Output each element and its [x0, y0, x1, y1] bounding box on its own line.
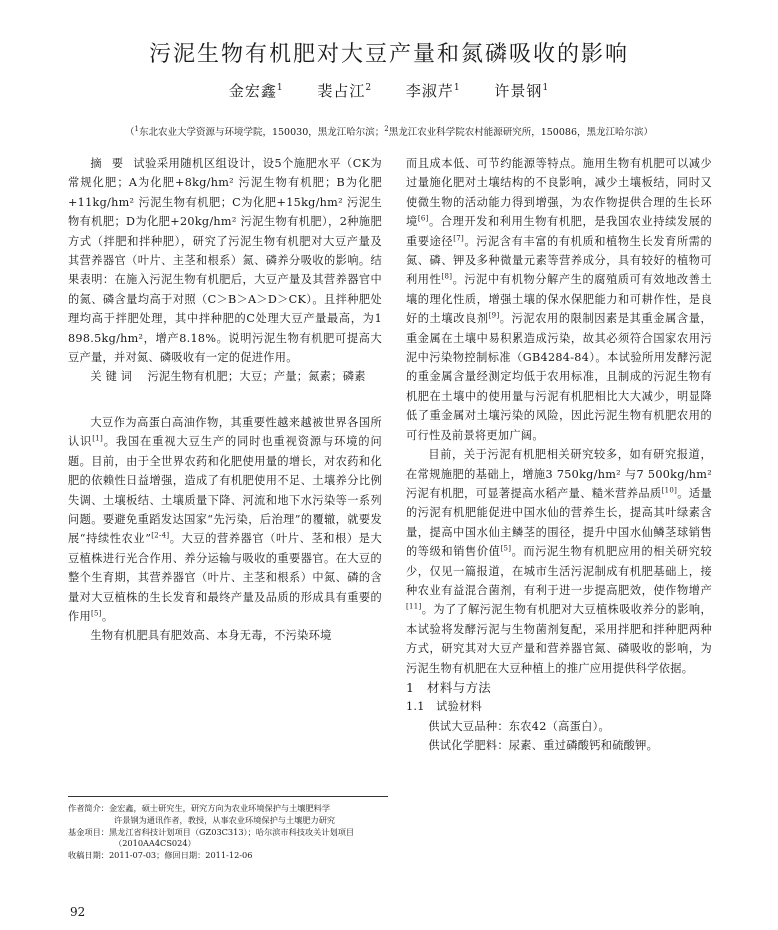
material-line: 供试化学肥料：尿素、重过磷酸钙和硫酸钾。: [428, 739, 659, 753]
author: 金宏鑫$^1$: [228, 82, 284, 100]
intro-paragraph-continued: 而且成本低、可节约能源等特点。施用生物有机肥可以减少过量施化肥对土壤结构的不良影响，减少土壤板结，同时又使微生物的活动能力得到增强，为农作物提供合理的生长环境[6]。合理开发和利用生物有机肥，是我国农业持续发展的重要途径[7]。污泥含有丰富的有机质和植物生长发育所需的氮、磷、钾及多种微量元素等营养成分，具有较好的植物可利用性[8]。污泥中有机物分解产生的腐殖质可有效地改善土壤的理化性质，增强土壤的保水保肥能力和可耕作性，是良好的土壤改良剂[9]。污泥农用的限制因素是其重金属含量，重金属在土壤中易积累造成污染，故其必须符合国家农用污泥中污染物控制标准（GB4284-84）。本试验所用发酵污泥的重金属含量经测定均低于农用标准，且制成的污泥生物有机肥在土壤中的使用量与污泥有机肥相比大大减少，明显降低了重金属对土壤污染的风险，因此污泥生物有机肥农用的可行性及前景将更加广阔。: [406, 157, 712, 442]
page-number: 92: [70, 905, 86, 919]
intro-paragraph: 目前，关于污泥有机肥相关研究较多，如有研究报道，在常规施肥的基础上，增施3 750kg/hm² 与7 500kg/hm² 污泥有机肥，可显著提高水稻产量、糙米营养品质[10]。适量的污泥有机肥能促进中国水仙的营养生长，提高其叶绿素含量，提高中国水仙主鳞茎的围径，提升中国水仙鳞茎球销售的等级和销售价值[5]。而污泥生物有机肥应用的相关研究较少，仅见一篇报道，在城市生活污泥制成有机肥基础上，接种农业有益混合菌剂，有利于进一步提高肥效，使作物增产[11]。为了了解污泥生物有机肥对大豆植株吸收养分的影响，本试验将发酵污泥与生物菌剂复配，采用拌肥和拌种肥两种方式，研究其对大豆产量和营养器官氮、磷吸收的影响，为污泥生物有机肥在大豆种植上的推广应用提供科学依据。: [406, 448, 712, 675]
intro-paragraph: 大豆作为高蛋白高油作物，其重要性越来越被世界各国所认识[1]。我国在重视大豆生产的同时也重视资源与环境的问题。目前，由于全世界农药和化肥使用量的增长，对农药和化肥的依赖性日益增强，造成了有机肥使用不足、土壤养分比例失调、土壤板结、土壤质量下降、河流和地下水污染等一系列问题。要避免重蹈发达国家“先污染，后治理”的覆辙，就要发展“持续性农业”[2-4]。大豆的营养器官（叶片、茎和根）是大豆植株进行光合作用、养分运输与吸收的重要器官。在大豆的整个生育期，其营养器官（叶片、主茎和根系）中氮、磷的含量对大豆植株的生长发育和最终产量及品质的形成具有重要的作用[5]。: [68, 415, 383, 623]
abstract-label: 摘要: [90, 157, 134, 170]
author: 李淑芹$^1$: [405, 82, 461, 100]
left-column: [68, 154, 382, 646]
affiliations: （$^1$东北农业大学资源与环境学院，150030，黑龙江哈尔滨；$^2$黑龙江农业科学院农村能源研究所，150086，黑龙江哈尔滨）: [124, 124, 653, 138]
fund-note: 基金项目：黑龙江省科技计划项目（GZ03C313）；哈尔滨市科技攻关计划项目（2010AA4CS024）: [68, 826, 355, 849]
material-line: 供试大豆品种：东农42（高蛋白）。: [428, 719, 610, 733]
footnotes: [68, 803, 386, 862]
subsection-heading: 1.1 试验材料: [406, 700, 483, 714]
author: 裴占江$^2$: [317, 82, 373, 100]
intro-paragraph: 生物有机肥具有肥效高、本身无毒，不污染环境: [90, 629, 332, 643]
corresponding-author-note: 许景钢为通讯作者，教授，从事农业环境保护与土壤肥力研究: [114, 814, 336, 825]
dates-note: 收稿日期：2011-07-03；修回日期：2011-12-06: [68, 850, 253, 861]
abstract: 摘要试验采用随机区组设计，设5个施肥水平（CK为常规化肥；A为化肥+8kg/hm² 污泥生物有机肥；B为化肥+11kg/hm² 污泥生物有机肥；C为化肥+15kg/hm² 污泥生物有机肥；D为化肥+20kg/hm² 污泥生物有机肥），2种施肥方式（拌肥和拌种肥），研究了污泥生物有机肥对大豆产量及其营养器官（叶片、主茎和根系）氮、磷养分吸收的影响。结果表明：在施入污泥生物有机肥后，大豆产量及其营养器官中的氮、磷含量均高于对照（C＞B＞A＞D＞CK）。且拌种肥处理均高于拌肥处理，其中拌种肥的C处理大豆产量最高，为1 898.5kg/hm²，增产8.18%。说明污泥生物有机肥可提高大豆产量，并对氮、磷吸收有一定的促进作用。: [68, 157, 382, 365]
author-list: [0, 80, 778, 101]
section-heading: 1 材料与方法: [406, 679, 492, 695]
right-column: [406, 154, 712, 756]
paper-title: 污泥生物有机肥对大豆产量和氮磷吸收的影响: [148, 41, 629, 67]
keywords-label: 关键词: [90, 370, 136, 384]
footnote-divider: [68, 796, 388, 797]
author-intro-note: 作者简介：金宏鑫，硕士研究生，研究方向为农业环境保护与土壤肥料学: [68, 803, 331, 813]
author: 许景钢$^1$: [494, 82, 550, 100]
keywords: 关键词 污泥生物有机肥；大豆；产量；氮素；磷素: [90, 370, 366, 384]
